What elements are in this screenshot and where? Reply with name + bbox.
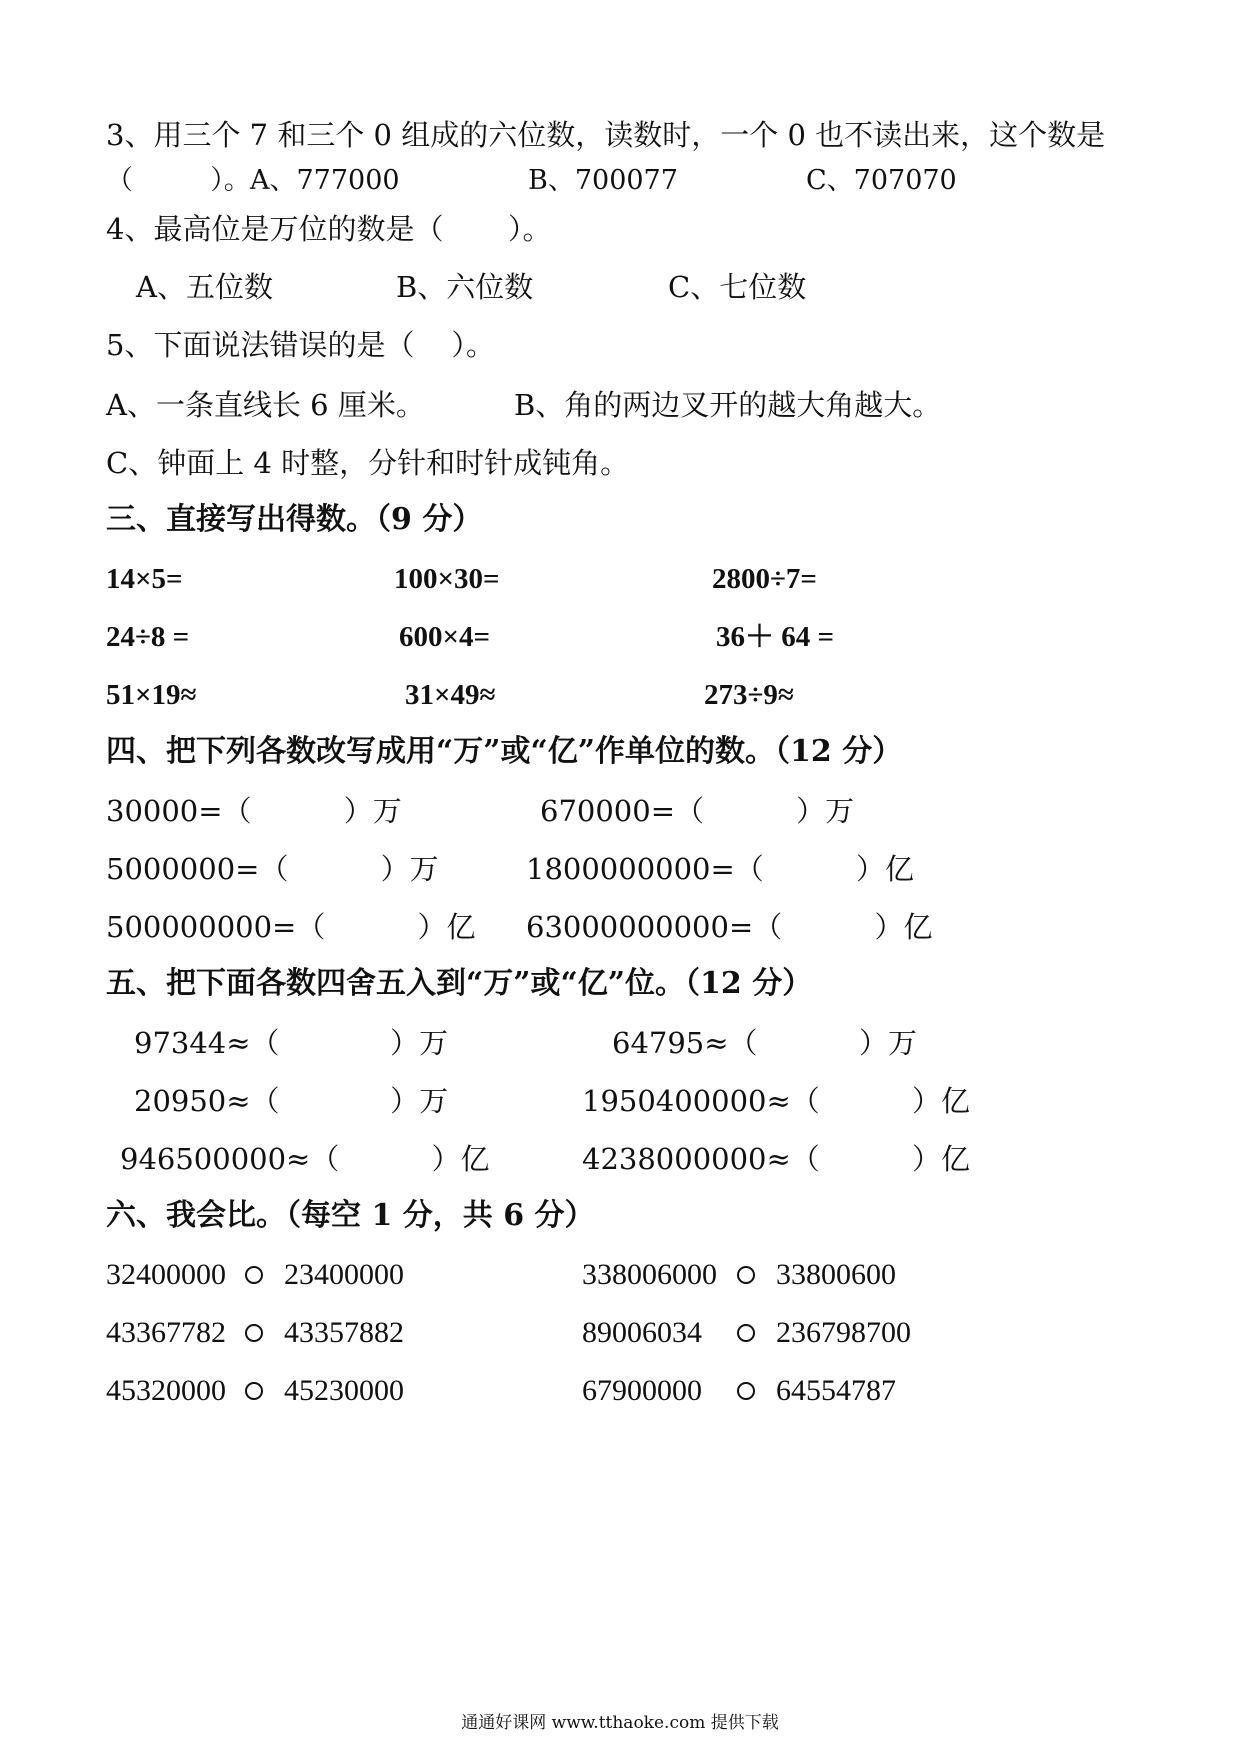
- compare-left: 338006000: [582, 1258, 717, 1291]
- section6-heading: 六、我会比。（每空 1 分，共 6 分）: [106, 1198, 595, 1233]
- calc-item: 100×30=: [394, 563, 500, 595]
- compare-right: 236798700: [776, 1316, 911, 1349]
- calc-item: 51×19≈: [106, 679, 197, 711]
- compare-right: 33800600: [776, 1258, 896, 1291]
- calc-item: 31×49≈: [405, 679, 496, 711]
- q3-option-b: B、700077: [528, 165, 678, 196]
- rewrite-item: 5000000=（ ）万: [106, 852, 439, 886]
- compare-circle[interactable]: [245, 1324, 263, 1342]
- calc-item: 24÷8 =: [106, 621, 190, 653]
- compare-circle[interactable]: [245, 1382, 263, 1400]
- round-item: 946500000≈（ ）亿: [120, 1142, 490, 1176]
- q5-stem: 5、下面说法错误的是（ ）。: [106, 328, 495, 362]
- section5-heading: 五、把下面各数四舍五入到“万”或“亿”位。（12 分）: [106, 966, 813, 1001]
- q3-blank: （ ）。: [106, 165, 251, 196]
- compare-circle[interactable]: [245, 1266, 263, 1284]
- rewrite-item: 30000=（ ）万: [106, 794, 402, 828]
- compare-circle[interactable]: [737, 1382, 755, 1400]
- compare-right: 23400000: [284, 1258, 404, 1291]
- round-item: 97344≈（ ）万: [134, 1026, 449, 1060]
- compare-right: 43357882: [284, 1316, 404, 1349]
- q3-stem: 3、用三个 7 和三个 0 组成的六位数，读数时，一个 0 也不读出来，这个数是: [106, 118, 1106, 152]
- calc-item: 600×4=: [399, 621, 491, 653]
- compare-left: 89006034: [582, 1316, 702, 1349]
- q3-option-a: A、777000: [250, 165, 400, 196]
- calc-item: 14×5=: [106, 563, 183, 595]
- round-item: 20950≈（ ）万: [134, 1084, 449, 1118]
- q4-option-c: C、七位数: [668, 270, 807, 304]
- round-item: 1950400000≈（ ）亿: [582, 1084, 970, 1118]
- q3-option-c: C、707070: [806, 165, 957, 196]
- compare-circle[interactable]: [737, 1324, 755, 1342]
- section3-heading: 三、直接写出得数。（9 分）: [106, 502, 483, 537]
- page-footer: 通通好课网 www.tthaoke.com 提供下载: [461, 1713, 779, 1733]
- rewrite-item: 670000=（ ）万: [540, 794, 855, 828]
- compare-left: 67900000: [582, 1374, 702, 1407]
- rewrite-item: 1800000000=（ ）亿: [526, 852, 914, 886]
- calc-item: 2800÷7=: [712, 563, 817, 595]
- section4-heading: 四、把下列各数改写成用“万”或“亿”作单位的数。（12 分）: [106, 734, 903, 769]
- q5-option-a: A、一条直线长 6 厘米。: [106, 388, 425, 422]
- q5-option-b: B、角的两边叉开的越大角越大。: [514, 388, 942, 422]
- rewrite-item: 63000000000=（ ）亿: [526, 910, 933, 944]
- compare-left: 32400000: [106, 1258, 226, 1291]
- calc-item: 36＋ 64 =: [716, 621, 835, 653]
- round-item: 64795≈（ ）万: [612, 1026, 917, 1060]
- rewrite-item: 500000000=（ ）亿: [106, 910, 476, 944]
- q4-stem: 4、最高位是万位的数是（ ）。: [106, 212, 552, 246]
- compare-circle[interactable]: [737, 1266, 755, 1284]
- round-item: 4238000000≈（ ）亿: [582, 1142, 970, 1176]
- compare-left: 45320000: [106, 1374, 226, 1407]
- q4-option-a: A、五位数: [136, 270, 273, 304]
- calc-item: 273÷9≈: [704, 679, 794, 711]
- compare-left: 43367782: [106, 1316, 226, 1349]
- q4-option-b: B、六位数: [396, 270, 534, 304]
- compare-right: 45230000: [284, 1374, 404, 1407]
- compare-right: 64554787: [776, 1374, 896, 1407]
- q5-option-c: C、钟面上 4 时整，分针和时针成钝角。: [106, 446, 630, 480]
